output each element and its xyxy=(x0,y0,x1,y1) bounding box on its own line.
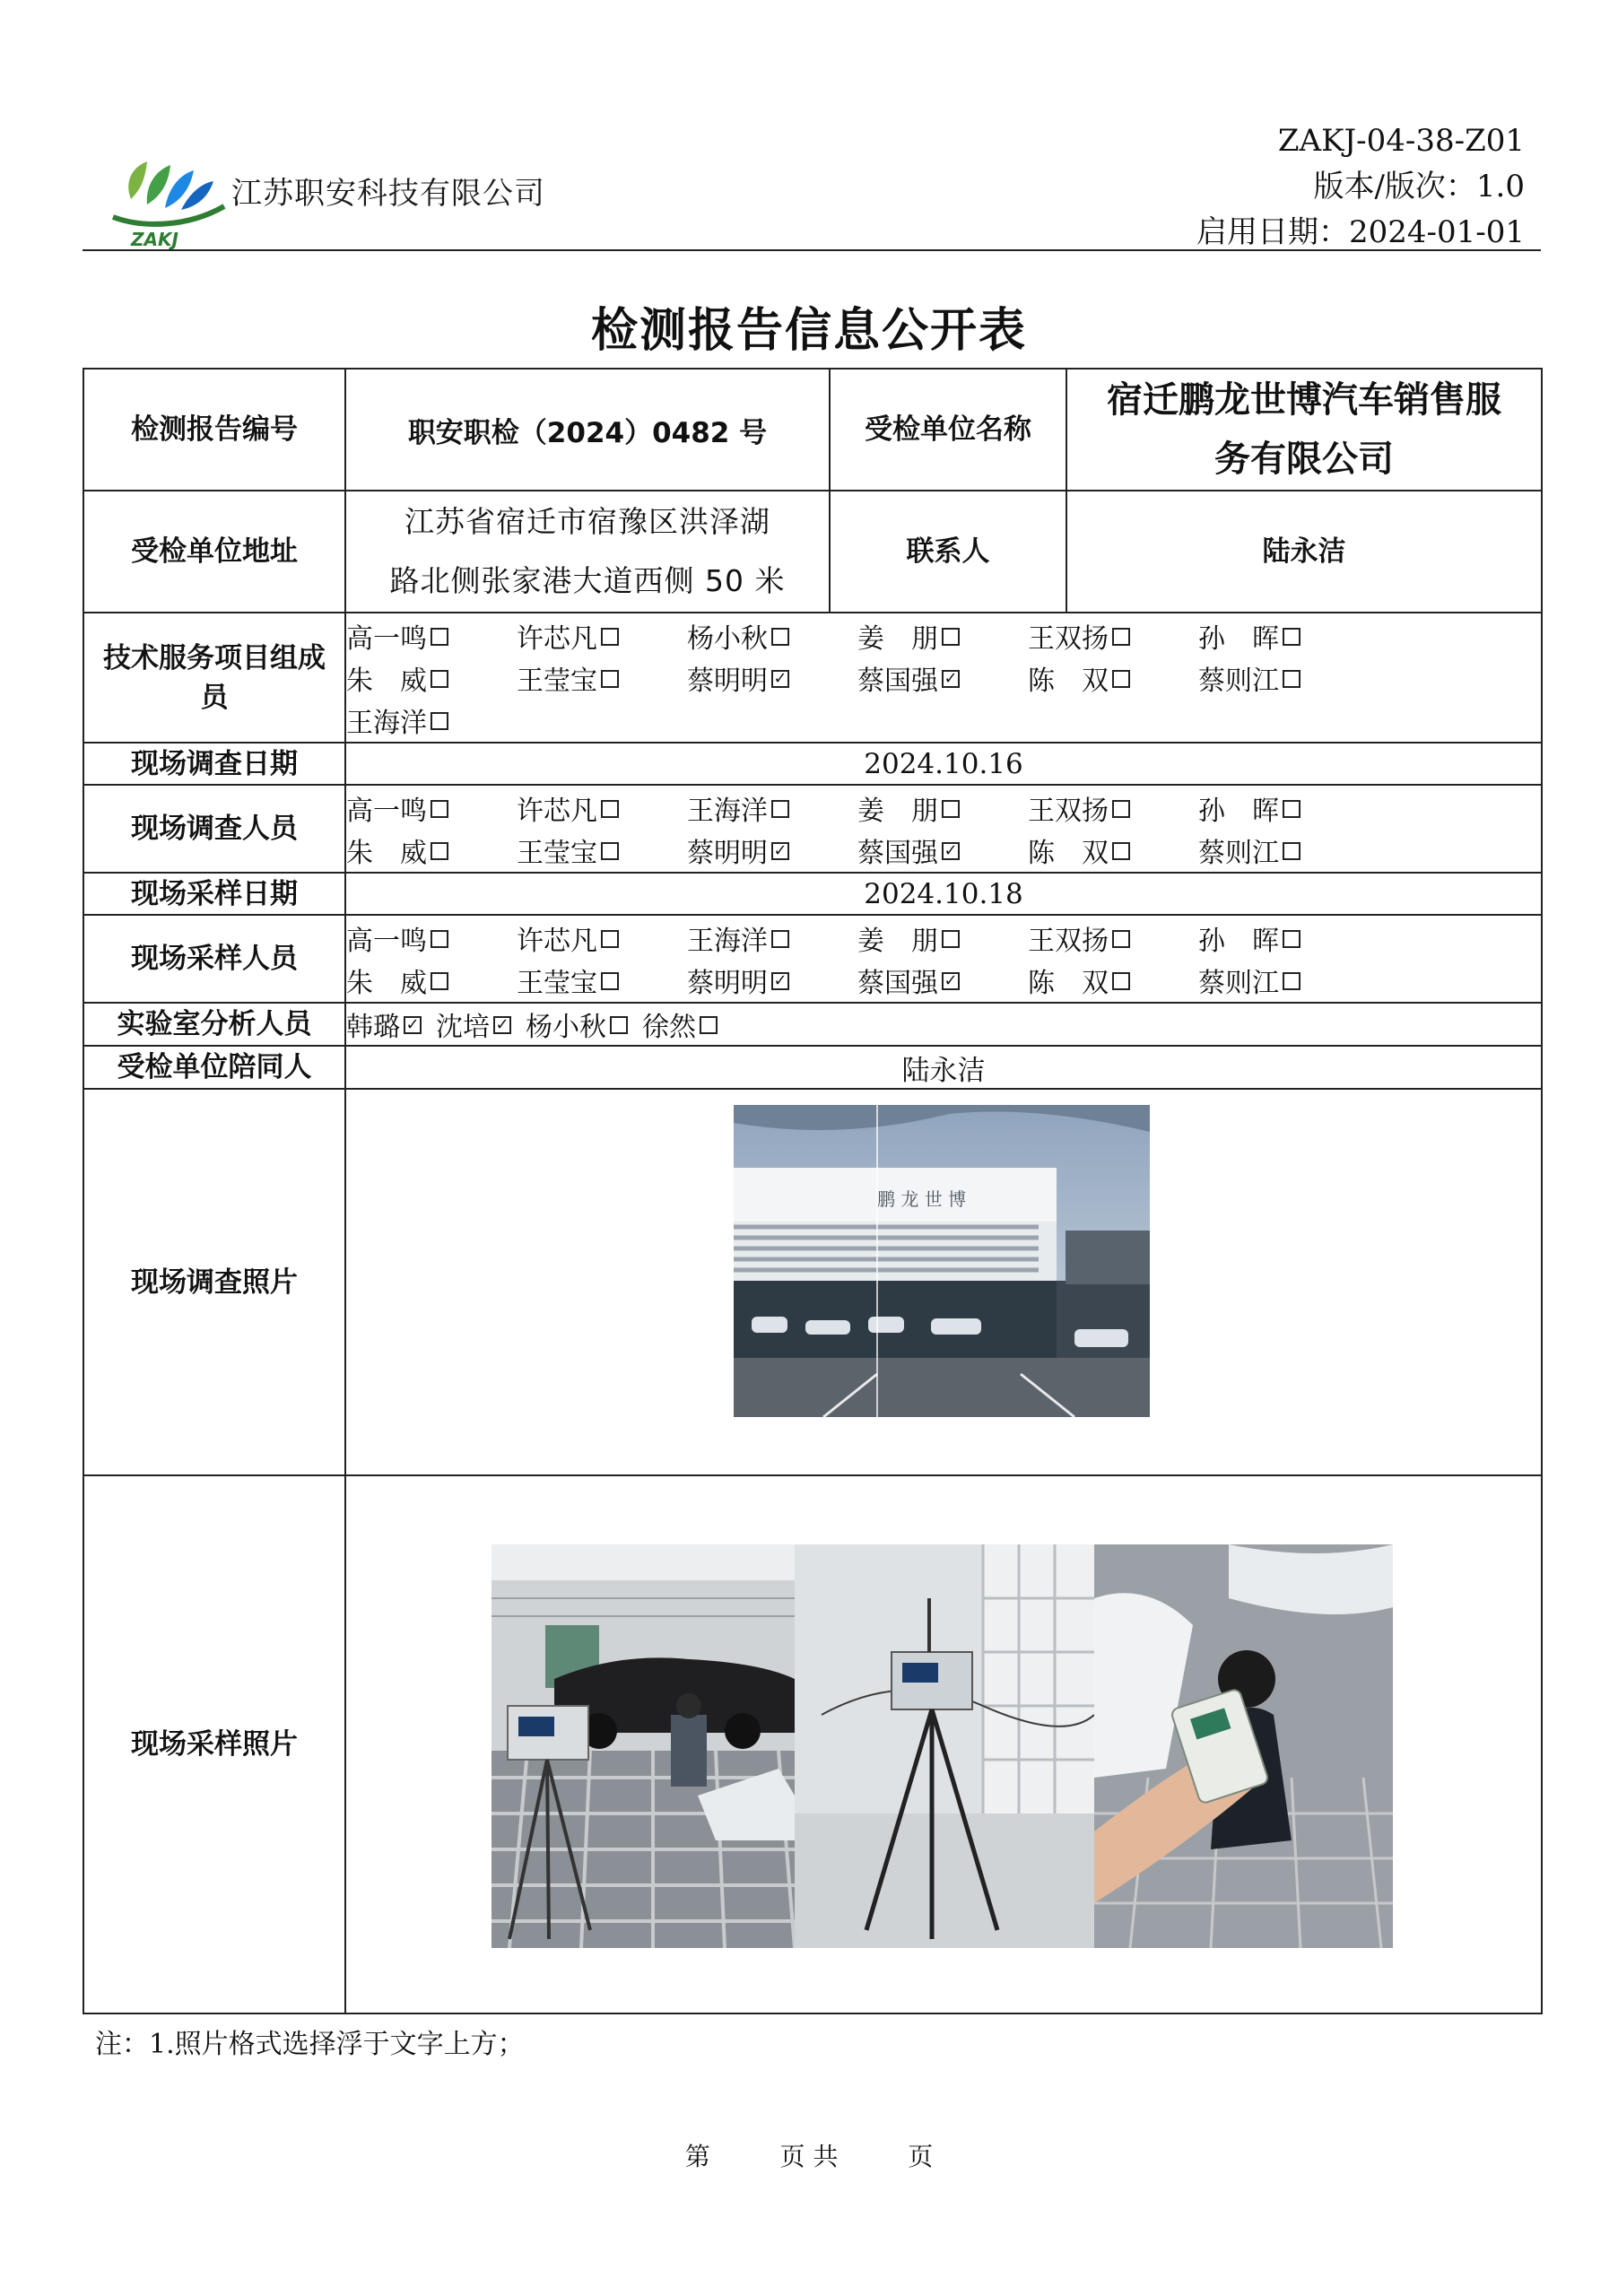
person-name: 朱 威 xyxy=(346,837,427,869)
checkbox-icon xyxy=(601,842,619,860)
person-checkbox[interactable] xyxy=(1198,961,1369,1000)
checkbox-icon: ✓ xyxy=(404,1016,422,1034)
companion-value: 陆永洁 xyxy=(345,1046,1542,1089)
person-name: 蔡则江 xyxy=(1198,967,1279,999)
checkbox-icon: ✓ xyxy=(771,670,789,688)
team-line-2 xyxy=(346,657,1541,699)
checkbox-icon xyxy=(601,670,619,688)
person-name: 许芯凡 xyxy=(517,925,597,957)
person-checkbox[interactable] xyxy=(1028,918,1198,958)
person-checkbox[interactable] xyxy=(1028,831,1198,870)
team-line-3 xyxy=(346,699,1541,741)
survey-staff-members xyxy=(345,785,1542,873)
companion-row xyxy=(83,1046,1542,1089)
person-name: 徐然 xyxy=(642,1012,696,1043)
sampling-staff-row xyxy=(83,915,1542,1003)
checkbox-icon: ✓ xyxy=(493,1016,511,1034)
checkbox-icon xyxy=(942,800,960,818)
person-name: 王双扬 xyxy=(1028,795,1109,827)
report-no-value: 职安职检（2024）0482 号 xyxy=(345,369,830,491)
sampling-line-2 xyxy=(346,959,1541,1001)
contact-value: 陆永洁 xyxy=(1066,491,1542,613)
company-name: 江苏职安科技有限公司 xyxy=(231,176,545,212)
company-logo xyxy=(106,135,231,251)
person-checkbox[interactable] xyxy=(346,788,517,828)
person-checkbox[interactable] xyxy=(517,616,687,656)
checkbox-icon xyxy=(431,972,448,990)
document-meta xyxy=(1196,118,1525,256)
checkbox-icon xyxy=(601,628,619,646)
sampling-date-value: 2024.10.18 xyxy=(345,873,1542,915)
company-header xyxy=(106,135,608,251)
checkbox-icon xyxy=(1283,930,1300,948)
survey-photo-label: 现场调查照片 xyxy=(83,1089,345,1475)
person-checkbox[interactable] xyxy=(857,658,1028,698)
page-end: 页 xyxy=(908,2142,934,2171)
checkbox-icon xyxy=(1283,670,1300,688)
page-word: 第 xyxy=(684,2142,710,2171)
lab-members xyxy=(345,1003,1542,1046)
checkbox-icon xyxy=(431,670,448,688)
checkbox-icon xyxy=(942,628,960,646)
checkbox-icon xyxy=(431,842,448,860)
person-name: 杨小秋 xyxy=(526,1012,606,1043)
survey-staff-label: 现场调查人员 xyxy=(83,785,345,873)
person-checkbox[interactable] xyxy=(1198,918,1369,958)
person-name: 姜 朋 xyxy=(857,622,938,655)
survey-date-value: 2024.10.16 xyxy=(345,743,1542,785)
report-no-label: 检测报告编号 xyxy=(83,369,345,491)
checkbox-icon: ✓ xyxy=(771,972,789,990)
person-checkbox[interactable] xyxy=(346,700,517,740)
person-name: 高一鸣 xyxy=(346,925,427,957)
person-checkbox[interactable] xyxy=(857,788,1028,828)
logo-wordmark: ZAKJ xyxy=(131,229,178,250)
team-line-1 xyxy=(346,614,1541,657)
lab-line xyxy=(346,1004,1541,1045)
person-name: 王海洋 xyxy=(687,925,768,957)
person-name: 朱 威 xyxy=(346,665,427,697)
checkbox-icon xyxy=(1112,972,1130,990)
person-checkbox[interactable] xyxy=(346,961,517,1000)
unit-name-line2: 务有限公司 xyxy=(1214,439,1394,480)
doc-version: 版本/版次：1.0 xyxy=(1313,169,1525,204)
person-name: 孙 晖 xyxy=(1198,622,1279,655)
person-checkbox[interactable] xyxy=(346,831,517,870)
person-name: 蔡国强 xyxy=(857,665,938,697)
page-title: 检测报告信息公开表 xyxy=(590,304,1027,358)
person-checkbox[interactable] xyxy=(346,1004,422,1044)
person-checkbox[interactable] xyxy=(1198,831,1369,870)
person-name: 孙 晖 xyxy=(1198,795,1279,827)
address-line1: 江苏省宿迁市宿豫区洪泽湖 xyxy=(404,504,770,539)
person-checkbox[interactable] xyxy=(687,918,857,958)
checkbox-icon xyxy=(771,628,789,646)
person-name: 蔡明明 xyxy=(687,665,768,697)
doc-code: ZAKJ-04-38-Z01 xyxy=(1277,123,1525,159)
person-name: 王莹宝 xyxy=(517,837,597,869)
checkbox-icon xyxy=(1112,930,1130,948)
checkbox-icon xyxy=(601,930,619,948)
person-name: 沈培 xyxy=(436,1012,490,1043)
contact-label: 联系人 xyxy=(830,491,1066,613)
checkbox-icon xyxy=(1283,842,1300,860)
person-checkbox[interactable] xyxy=(857,918,1028,958)
doc-effective-date: 启用日期：2024-01-01 xyxy=(1196,214,1525,250)
sampling-staff-members xyxy=(345,915,1542,1003)
team-row xyxy=(83,613,1542,743)
sampling-photo-label: 现场采样照片 xyxy=(83,1475,345,2013)
survey-line-1 xyxy=(346,787,1541,829)
checkbox-icon: ✓ xyxy=(942,670,960,688)
lab-row xyxy=(83,1003,1542,1046)
checkbox-icon xyxy=(431,628,448,646)
survey-date-label: 现场调查日期 xyxy=(83,743,345,785)
person-name: 杨小秋 xyxy=(687,622,768,655)
person-name: 朱 威 xyxy=(346,967,427,999)
checkbox-icon: ✓ xyxy=(771,842,789,860)
checkbox-icon xyxy=(771,800,789,818)
unit-name-line1: 宿迁鹏龙世博汽车销售服 xyxy=(1107,379,1501,421)
person-name: 许芯凡 xyxy=(517,622,597,655)
checkbox-icon xyxy=(601,800,619,818)
person-name: 陈 双 xyxy=(1028,967,1109,999)
person-name: 许芯凡 xyxy=(517,795,597,827)
person-checkbox[interactable] xyxy=(1198,616,1369,656)
person-checkbox[interactable] xyxy=(517,831,687,870)
address-label: 受检单位地址 xyxy=(83,491,345,613)
header-divider xyxy=(83,249,1541,251)
person-name: 蔡则江 xyxy=(1198,665,1279,697)
checkbox-icon xyxy=(1283,800,1300,818)
person-checkbox[interactable] xyxy=(1028,961,1198,1000)
footnote: 注：1.照片格式选择浮于文字上方； xyxy=(95,2029,525,2060)
sampling-photo-3 xyxy=(1094,1544,1393,1948)
person-checkbox[interactable] xyxy=(517,961,687,1000)
checkbox-icon xyxy=(601,972,619,990)
person-checkbox[interactable] xyxy=(687,788,857,828)
person-name: 王海洋 xyxy=(346,707,427,739)
person-checkbox[interactable] xyxy=(687,961,857,1000)
person-name: 蔡国强 xyxy=(857,967,938,999)
sampling-photo-2 xyxy=(795,1544,1094,1948)
survey-photo xyxy=(734,1105,1150,1417)
sampling-photo-1 xyxy=(491,1544,795,1948)
person-name: 蔡明明 xyxy=(687,967,768,999)
checkbox-icon xyxy=(1112,842,1130,860)
person-checkbox[interactable] xyxy=(526,1004,628,1044)
person-checkbox[interactable] xyxy=(517,658,687,698)
person-checkbox[interactable] xyxy=(857,616,1028,656)
person-checkbox[interactable] xyxy=(1028,788,1198,828)
survey-line-2 xyxy=(346,829,1541,871)
person-name: 韩璐 xyxy=(346,1012,400,1043)
person-checkbox[interactable] xyxy=(517,788,687,828)
person-name: 蔡国强 xyxy=(857,837,938,869)
person-name: 王莹宝 xyxy=(517,967,597,999)
checkbox-icon xyxy=(431,930,448,948)
team-label: 技术服务项目组成员 xyxy=(83,613,345,743)
survey-date-row xyxy=(83,743,1542,785)
person-name: 王双扬 xyxy=(1028,622,1109,655)
person-name: 姜 朋 xyxy=(857,925,938,957)
person-checkbox[interactable] xyxy=(1198,788,1369,828)
checkbox-icon xyxy=(700,1016,718,1034)
team-members xyxy=(345,613,1542,743)
checkbox-icon xyxy=(610,1016,628,1034)
sampling-date-label: 现场采样日期 xyxy=(83,873,345,915)
person-checkbox[interactable] xyxy=(517,918,687,958)
person-checkbox[interactable] xyxy=(346,658,517,698)
person-name: 高一鸣 xyxy=(346,622,427,655)
person-checkbox[interactable] xyxy=(687,658,857,698)
sampling-line-1 xyxy=(346,917,1541,959)
person-name: 蔡明明 xyxy=(687,837,768,869)
person-checkbox[interactable] xyxy=(687,616,857,656)
companion-label: 受检单位陪同人 xyxy=(83,1046,345,1089)
person-name: 王双扬 xyxy=(1028,925,1109,957)
person-checkbox[interactable] xyxy=(436,1004,511,1044)
person-name: 王莹宝 xyxy=(517,665,597,697)
person-checkbox[interactable] xyxy=(642,1004,718,1044)
person-name: 高一鸣 xyxy=(346,795,427,827)
person-checkbox[interactable] xyxy=(857,831,1028,870)
report-row xyxy=(83,369,1542,491)
checkbox-icon xyxy=(1112,800,1130,818)
checkbox-icon: ✓ xyxy=(942,842,960,860)
checkbox-icon xyxy=(431,800,448,818)
person-checkbox[interactable] xyxy=(346,616,517,656)
checkbox-icon xyxy=(1112,670,1130,688)
lab-label: 实验室分析人员 xyxy=(83,1003,345,1046)
storefront-sign: 鹏 龙 世 博 xyxy=(877,1188,967,1210)
checkbox-icon xyxy=(1283,972,1300,990)
person-checkbox[interactable] xyxy=(687,831,857,870)
checkbox-icon xyxy=(431,712,448,730)
checkbox-icon: ✓ xyxy=(942,972,960,990)
unit-name-label: 受检单位名称 xyxy=(830,369,1066,491)
checkbox-icon xyxy=(942,930,960,948)
person-name: 孙 晖 xyxy=(1198,925,1279,957)
address-line2: 路北侧张家港大道西侧 50 米 xyxy=(389,563,786,598)
page-footer xyxy=(0,2137,1618,2173)
person-name: 姜 朋 xyxy=(857,795,938,827)
address-row xyxy=(83,491,1542,613)
person-checkbox[interactable] xyxy=(1028,658,1198,698)
person-name: 王海洋 xyxy=(687,795,768,827)
checkbox-icon xyxy=(1112,628,1130,646)
unit-name-value xyxy=(1066,369,1542,491)
person-name: 陈 双 xyxy=(1028,837,1109,869)
person-checkbox[interactable] xyxy=(346,918,517,958)
person-name: 蔡则江 xyxy=(1198,837,1279,869)
person-checkbox[interactable] xyxy=(1198,658,1369,698)
person-checkbox[interactable] xyxy=(1028,616,1198,656)
checkbox-icon xyxy=(771,930,789,948)
address-value xyxy=(345,491,830,613)
sampling-date-row xyxy=(83,873,1542,915)
page-of: 页 共 xyxy=(779,2142,839,2171)
person-checkbox[interactable] xyxy=(857,961,1028,1000)
person-name: 陈 双 xyxy=(1028,665,1109,697)
survey-staff-row xyxy=(83,785,1542,873)
checkbox-icon xyxy=(1283,628,1300,646)
sampling-staff-label: 现场采样人员 xyxy=(83,915,345,1003)
